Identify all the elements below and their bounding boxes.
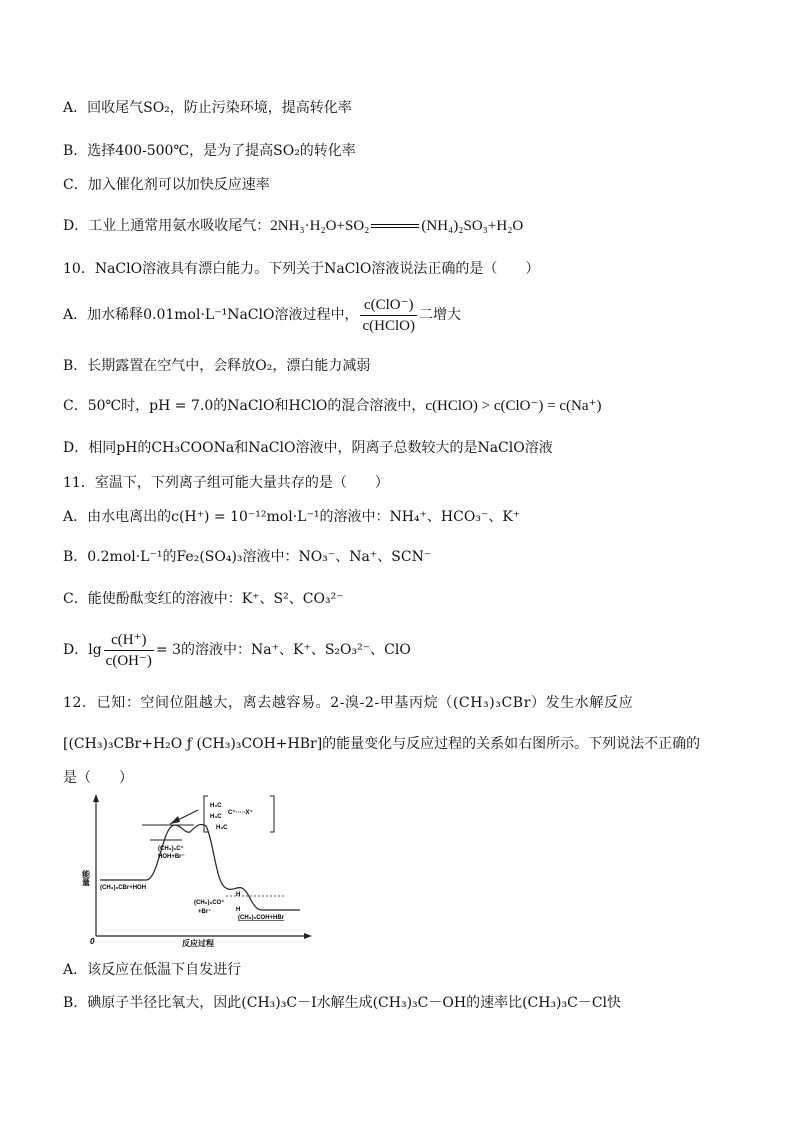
ts-methyl-2: H₃C bbox=[210, 814, 222, 820]
q11-option-c: C．能使酚酞变红的溶液中：K⁺、S²、CO₃²⁻ bbox=[63, 591, 344, 607]
pointer-arrow-icon bbox=[170, 816, 180, 824]
q11-stem: 11．室温下，下列离子组可能大量共存的是（ ） bbox=[63, 475, 389, 491]
intermediate-label-1: (CH₃)₃C⁺ bbox=[158, 846, 184, 852]
energy-curve bbox=[100, 824, 300, 910]
q12-stem-line2: [(CH₃)₃CBr+H₂O ƒ (CH₃)₃COH+HBr]的能量变化与反应过程的关系如右图所示。下列说法不正确的 bbox=[63, 736, 701, 752]
q12-option-a: A．该反应在低温下自发进行 bbox=[63, 962, 242, 978]
q9-option-b: B．选择400-500℃，是为了提高SO₂的转化率 bbox=[63, 143, 356, 159]
q11-option-d-pre: D．lg bbox=[63, 642, 102, 658]
reactant-label: (CH₃)₃CBr+HOH bbox=[100, 885, 147, 891]
q12-stem-line3: 是（ ） bbox=[63, 770, 133, 786]
q11-option-a: A．由水电离出的c(H⁺) = 10⁻¹²mol·L⁻¹的溶液中：NH₄⁺、HCO₃⁻、K⁺ bbox=[63, 509, 521, 525]
q10-fraction-denominator: c(HClO) bbox=[362, 317, 415, 334]
y-axis-label: 能量 bbox=[81, 870, 91, 886]
q10-option-a-pre: A．加水稀释0.01mol·L⁻¹NaClO溶液过程中， bbox=[63, 307, 359, 323]
q9-option-a: A．回收尾气SO₂，防止污染环境，提高转化率 bbox=[63, 100, 352, 116]
y-axis-arrow-icon bbox=[93, 794, 99, 802]
q11-option-d-post: = 3的溶液中：Na⁺、K⁺、S₂O₃²⁻、ClO bbox=[155, 642, 411, 658]
q9-option-d-label: D．工业上通常用氨水吸收尾气： bbox=[63, 218, 271, 234]
q9-option-c: C．加入催化剂可以加快反应速率 bbox=[63, 177, 270, 193]
q10-fraction-numerator: c(ClO⁻) bbox=[360, 295, 417, 316]
ts-methyl-3: H₃C bbox=[216, 825, 228, 831]
q11-option-d-fraction bbox=[104, 630, 154, 671]
q10-option-d: D．相同pH的CH₃COONa和NaClO溶液中，阴离子总数较大的是NaClO溶液 bbox=[63, 440, 553, 456]
q11-option-b: B．0.2mol·L⁻¹的Fe₂(SO₄)₃溶液中：NO₃⁻、Na⁺、SCN⁻ bbox=[63, 549, 432, 565]
q11-fraction-numerator: c(H⁺) bbox=[104, 630, 154, 651]
intermediate2-label-1: (CH₃)₃CO⁺ bbox=[194, 900, 225, 906]
q11-option-d bbox=[63, 627, 411, 673]
intermediate2-h2: H bbox=[236, 907, 241, 913]
q10-option-c-pre: C．50℃时，pH = 7.0的NaClO和HClO的混合溶液中， bbox=[63, 398, 426, 414]
product-label: (CH₃)₃COH+HBr bbox=[238, 915, 285, 921]
origin-label: 0 bbox=[90, 937, 95, 946]
q9-option-d bbox=[63, 216, 523, 236]
intermediate-label-2: HOH+Br⁻ bbox=[158, 854, 185, 860]
ts-methyl-1: H₃C bbox=[210, 803, 222, 809]
q11-fraction-denominator: c(OH⁻) bbox=[105, 652, 152, 669]
q9-option-d-rhs: (NH₄)₂SO₃+H₂O bbox=[421, 218, 524, 234]
q10-option-c bbox=[63, 396, 601, 416]
q10-option-b: B．长期露置在空气中，会释放O₂，漂白能力减弱 bbox=[63, 358, 371, 374]
x-axis-arrow-icon bbox=[304, 933, 312, 939]
intermediate2-h1: H bbox=[236, 892, 241, 898]
q9-option-d-lhs: 2NH₃·H₂O+SO₂ bbox=[270, 218, 370, 234]
x-axis-label: 反应过程 bbox=[182, 939, 214, 948]
q10-stem: 10．NaClO溶液具有漂白能力。下列关于NaClO溶液说法正确的是（ ） bbox=[63, 261, 540, 277]
q10-option-a bbox=[63, 292, 461, 338]
ts-center: C⁺·····X⁺ bbox=[228, 810, 253, 816]
q10-option-a-post: 二增大 bbox=[418, 307, 461, 323]
intermediate2-label-2: +Br⁻ bbox=[198, 909, 212, 915]
q10-option-c-relation: c(HClO) > c(ClO⁻) = c(Na⁺) bbox=[425, 398, 602, 414]
equation-equals-sign bbox=[371, 224, 419, 228]
q10-option-a-fraction bbox=[360, 295, 417, 336]
bracket-right bbox=[270, 796, 274, 832]
q12-option-b: B．碘原子半径比氧大，因此(CH₃)₃C－I水解生成(CH₃)₃C－OH的速率比(CH₃)₃C－Cl快 bbox=[63, 995, 622, 1011]
energy-profile-diagram bbox=[81, 792, 314, 950]
q12-stem-line1: 12．已知：空间位阻越大，离去越容易。2-溴-2-甲基丙烷（(CH₃)₃CBr）发生水解反应 bbox=[63, 695, 634, 711]
